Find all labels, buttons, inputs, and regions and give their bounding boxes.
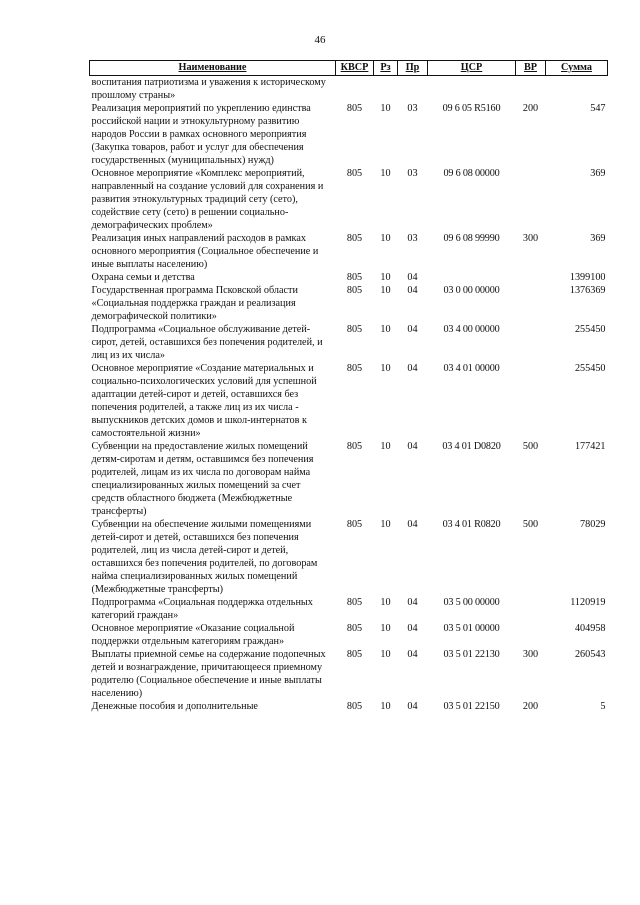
cell-sum bbox=[546, 76, 608, 103]
cell-rz: 10 bbox=[380, 233, 391, 244]
cell-rz: 10 bbox=[380, 597, 391, 608]
cell-pr: 04 bbox=[407, 272, 418, 283]
table-row bbox=[90, 232, 608, 271]
cell-pr: 04 bbox=[407, 285, 418, 296]
table-header-row bbox=[90, 61, 608, 76]
cell-sum: 5 bbox=[600, 701, 606, 712]
cell-name: Основное мероприятие «Создание материальных и социально-психологических условий для успешной адаптации детей-сирот и детей, оставшихся без попечения родителей, а также лиц из их числа - выпускников детских домов и школ-интернатов к самостоятельной жизни» bbox=[91, 363, 317, 439]
cell-sum: 547 bbox=[590, 103, 606, 114]
cell-name: Государственная программа Псковской области «Социальная поддержка граждан и реализация демографической политики» bbox=[91, 285, 298, 322]
cell-pr: 04 bbox=[407, 649, 418, 660]
cell-name: Основное мероприятие «Комплекс мероприятий, направленный на создание условий для сохранения и развития этнокультурных традиций сету (сето), содействие сету (сето) в решении социально-демографических проблем» bbox=[91, 168, 324, 231]
cell-vr bbox=[516, 323, 546, 362]
table-row bbox=[90, 362, 608, 440]
cell-kvsr: 805 bbox=[346, 168, 363, 179]
table-row bbox=[90, 700, 608, 713]
table-row bbox=[90, 622, 608, 648]
cell-vr bbox=[516, 167, 546, 232]
budget-table bbox=[89, 60, 608, 713]
cell-csr: 03 5 01 22130 bbox=[443, 649, 500, 660]
cell-rz: 10 bbox=[380, 103, 391, 114]
cell-rz bbox=[374, 76, 398, 103]
cell-sum: 255450 bbox=[574, 324, 606, 335]
cell-rz: 10 bbox=[380, 285, 391, 296]
cell-name: Субвенции на обеспечение жилыми помещениями детей-сирот и детей, оставшихся без попечения родителей, лиц из числа детей-сирот и детей, оставшихся без попечения родителей, по договорам найма специализированных жилых помещений (Межбюджетные трансферты) bbox=[91, 519, 318, 595]
cell-vr bbox=[516, 271, 546, 284]
table-row bbox=[90, 76, 608, 103]
cell-name: Субвенции на предоставление жилых помещений детям-сиротам и детям, оставшимся без попечения родителей, лицам из их числа по договорам найма специализированных жилых помещений за счет средств областного бюджета (Межбюджетные трансферты) bbox=[91, 441, 314, 517]
cell-csr: 09 6 08 00000 bbox=[443, 168, 500, 179]
cell-csr: 03 5 00 00000 bbox=[443, 597, 500, 608]
cell-csr: 03 4 00 00000 bbox=[443, 324, 500, 335]
cell-pr: 04 bbox=[407, 441, 418, 452]
header-csr: ЦСР bbox=[428, 61, 516, 76]
cell-rz: 10 bbox=[380, 168, 391, 179]
cell-kvsr: 805 bbox=[346, 649, 363, 660]
cell-kvsr bbox=[336, 76, 374, 103]
table-body bbox=[90, 76, 608, 714]
cell-pr: 04 bbox=[407, 363, 418, 374]
cell-name: воспитания патриотизма и уважения к историческому прошлому страны» bbox=[91, 77, 326, 101]
table-row bbox=[90, 102, 608, 167]
table-row bbox=[90, 284, 608, 323]
cell-name: Реализация иных направлений расходов в рамках основного мероприятия (Социальное обеспечение и иные выплаты населению) bbox=[91, 233, 319, 270]
cell-kvsr: 805 bbox=[346, 623, 363, 634]
cell-name: Денежные пособия и дополнительные bbox=[91, 701, 258, 712]
cell-csr: 03 0 00 00000 bbox=[443, 285, 500, 296]
cell-kvsr: 805 bbox=[346, 363, 363, 374]
cell-csr: 03 4 01 R0820 bbox=[442, 519, 501, 530]
cell-sum: 369 bbox=[590, 233, 606, 244]
cell-kvsr: 805 bbox=[346, 597, 363, 608]
cell-rz: 10 bbox=[380, 441, 391, 452]
cell-name: Подпрограмма «Социальное обслуживание детей-сирот, детей, оставшихся без попечения родителей, и лиц из их числа» bbox=[91, 324, 323, 361]
cell-vr: 200 bbox=[522, 103, 539, 114]
cell-kvsr: 805 bbox=[346, 701, 363, 712]
cell-rz: 10 bbox=[380, 272, 391, 283]
cell-name: Подпрограмма «Социальная поддержка отдельных категорий граждан» bbox=[91, 597, 313, 621]
cell-name: Реализация мероприятий по укреплению единства российской нации и этнокультурному развитию народов России в рамках основного мероприятия (Закупка товаров, работ и услуг для обеспечения государственных (муниципальных) нужд) bbox=[91, 103, 311, 166]
cell-sum: 1399100 bbox=[569, 272, 606, 283]
cell-sum: 369 bbox=[590, 168, 606, 179]
cell-pr: 03 bbox=[407, 168, 418, 179]
cell-vr bbox=[516, 362, 546, 440]
table-row bbox=[90, 596, 608, 622]
cell-name: Выплаты приемной семье на содержание подопечных детей и вознаграждение, причитающееся приемному родителю (Социальное обеспечение и иные выплаты населению) bbox=[91, 649, 326, 699]
cell-kvsr: 805 bbox=[346, 441, 363, 452]
header-pr: Пр bbox=[398, 61, 428, 76]
cell-sum: 78029 bbox=[580, 519, 606, 530]
cell-pr: 04 bbox=[407, 519, 418, 530]
cell-vr bbox=[516, 596, 546, 622]
cell-rz: 10 bbox=[380, 701, 391, 712]
cell-csr bbox=[428, 76, 516, 103]
header-kvsr: КВСР bbox=[336, 61, 374, 76]
cell-pr bbox=[398, 76, 428, 103]
cell-sum: 260543 bbox=[574, 649, 606, 660]
cell-sum: 177421 bbox=[574, 441, 606, 452]
table-row bbox=[90, 648, 608, 700]
cell-vr: 500 bbox=[522, 441, 539, 452]
cell-pr: 03 bbox=[407, 103, 418, 114]
cell-sum: 255450 bbox=[574, 363, 606, 374]
page-number: 46 bbox=[314, 34, 326, 46]
cell-pr: 04 bbox=[407, 623, 418, 634]
cell-vr bbox=[516, 622, 546, 648]
table-row bbox=[90, 440, 608, 518]
header-name: Наименование bbox=[90, 61, 336, 76]
cell-sum: 1120919 bbox=[570, 597, 606, 608]
cell-vr: 500 bbox=[522, 519, 539, 530]
cell-name: Основное мероприятие «Оказание социальной поддержки отдельным категориям граждан» bbox=[91, 623, 295, 647]
cell-kvsr: 805 bbox=[346, 103, 363, 114]
table-row bbox=[90, 271, 608, 284]
cell-csr: 03 4 01 D0820 bbox=[442, 441, 501, 452]
cell-kvsr: 805 bbox=[346, 233, 363, 244]
cell-vr: 200 bbox=[522, 701, 539, 712]
cell-csr: 09 6 08 99990 bbox=[443, 233, 500, 244]
cell-csr: 03 4 01 00000 bbox=[443, 363, 500, 374]
table-row bbox=[90, 323, 608, 362]
cell-vr bbox=[516, 76, 546, 103]
cell-pr: 04 bbox=[407, 324, 418, 335]
table-row bbox=[90, 518, 608, 596]
cell-rz: 10 bbox=[380, 649, 391, 660]
cell-kvsr: 805 bbox=[346, 324, 363, 335]
cell-rz: 10 bbox=[380, 324, 391, 335]
cell-rz: 10 bbox=[380, 519, 391, 530]
table-row bbox=[90, 167, 608, 232]
cell-vr bbox=[516, 284, 546, 323]
cell-sum: 1376369 bbox=[569, 285, 606, 296]
cell-pr: 04 bbox=[407, 597, 418, 608]
header-sum: Сумма bbox=[546, 61, 608, 76]
cell-kvsr: 805 bbox=[346, 272, 363, 283]
cell-pr: 04 bbox=[407, 701, 418, 712]
cell-sum: 404958 bbox=[574, 623, 606, 634]
cell-csr: 09 6 05 R5160 bbox=[442, 103, 501, 114]
cell-pr: 03 bbox=[407, 233, 418, 244]
cell-kvsr: 805 bbox=[346, 285, 363, 296]
cell-rz: 10 bbox=[380, 623, 391, 634]
cell-vr: 300 bbox=[522, 649, 539, 660]
cell-csr bbox=[428, 271, 516, 284]
header-rz: Рз bbox=[374, 61, 398, 76]
cell-kvsr: 805 bbox=[346, 519, 363, 530]
header-vr: ВР bbox=[516, 61, 546, 76]
cell-csr: 03 5 01 00000 bbox=[443, 623, 500, 634]
cell-name: Охрана семьи и детства bbox=[91, 272, 195, 283]
cell-vr: 300 bbox=[522, 233, 539, 244]
cell-rz: 10 bbox=[380, 363, 391, 374]
cell-csr: 03 5 01 22150 bbox=[443, 701, 500, 712]
